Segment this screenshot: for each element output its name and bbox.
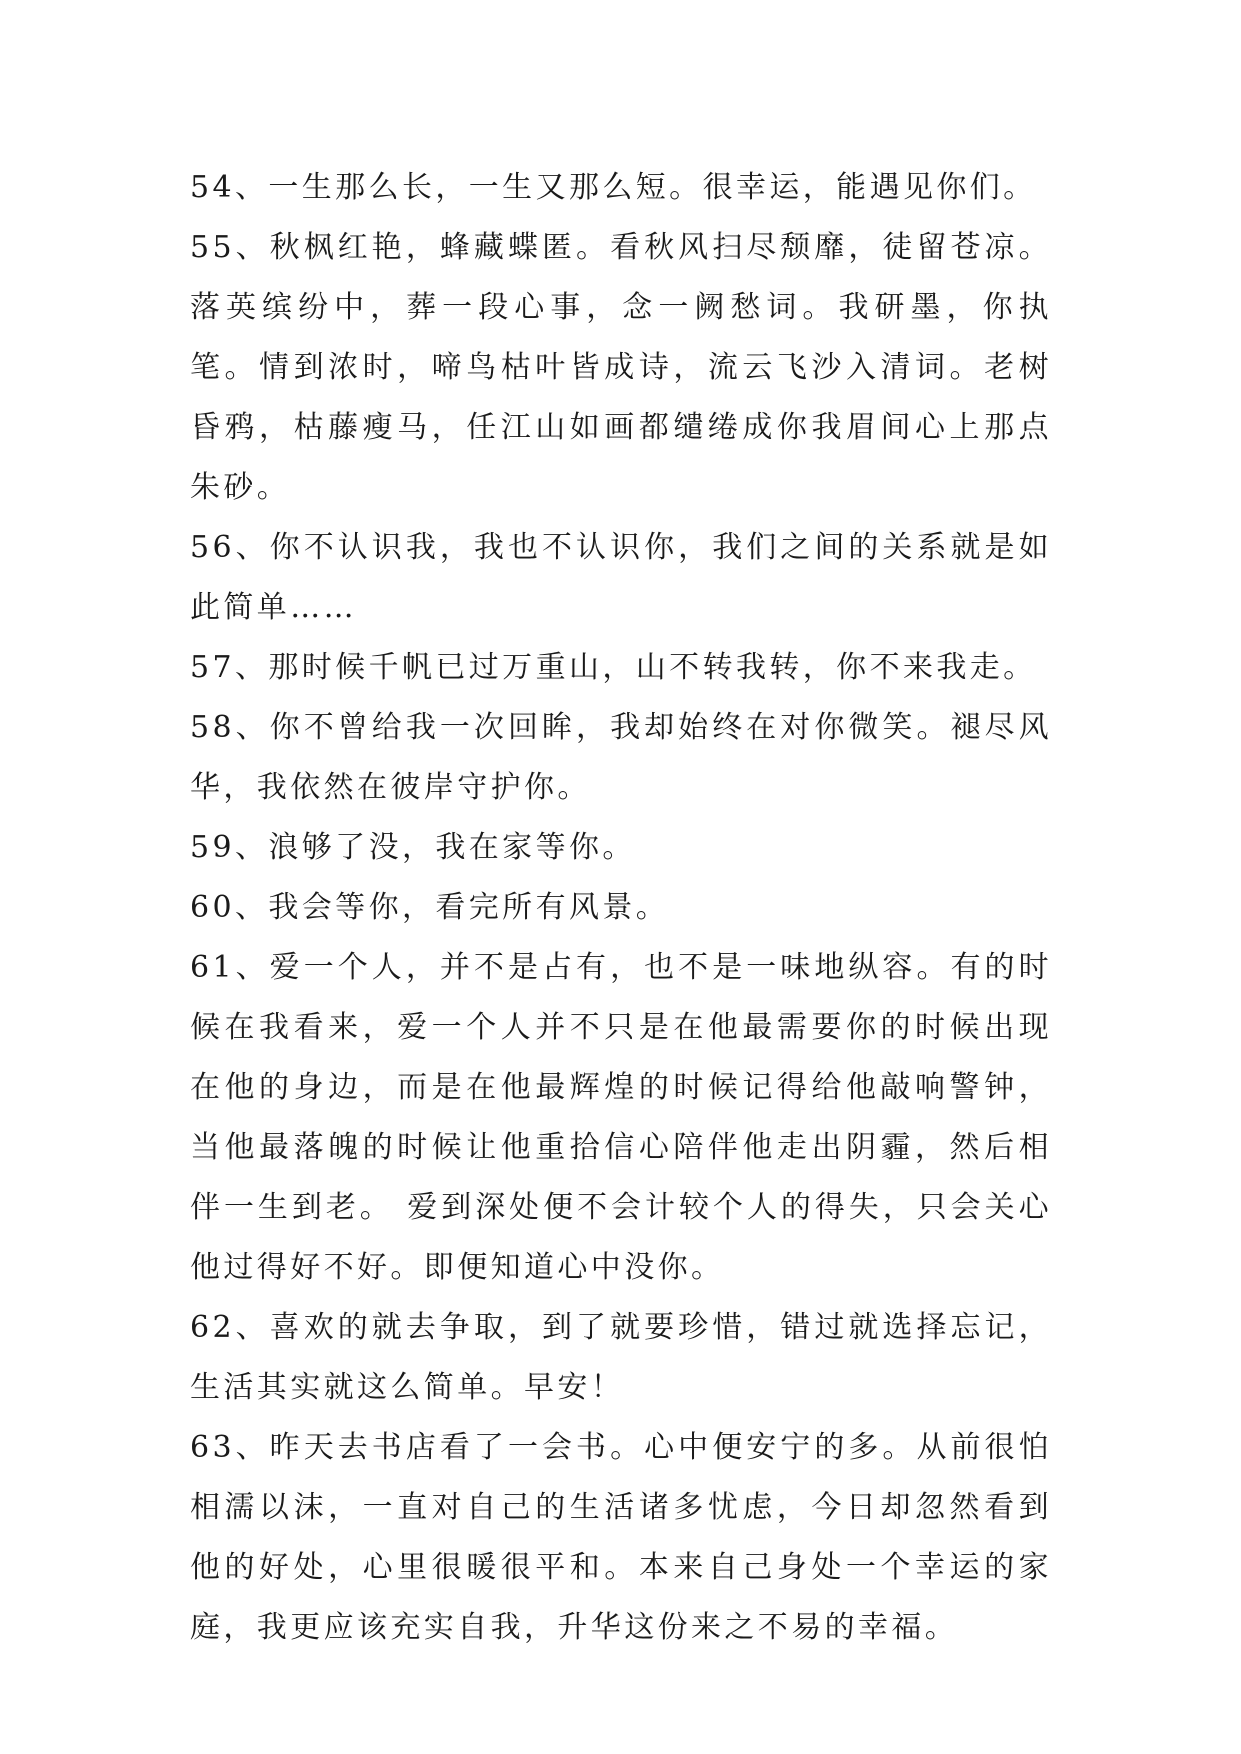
paragraph-61: 61、爱一个人，并不是占有，也不是一味地纵容。有的时候在我看来，爱一个人并不只是在他最需要你的时候出现在他的身边，而是在他最辉煌的时候记得给他敲响警钟，当他最落魄的时候让他重拾信心陪伴他走出阴霾，然后相伴一生到老。 爱到深处便不会计较个人的得失，只会关心他过得好不好。即便知道心中没你。 — [190, 950, 1052, 1285]
paragraph-58: 58、你不曾给我一次回眸，我却始终在对你微笑。褪尽风华，我依然在彼岸守护你。 — [190, 710, 1052, 805]
paragraph-63: 63、昨天去书店看了一会书。心中便安宁的多。从前很怕相濡以沫，一直对自己的生活诸多忧虑，今日却忽然看到他的好处，心里很暖很平和。本来自己身处一个幸运的家庭，我更应该充实自我，升华这份来之不易的幸福。 — [190, 1430, 1052, 1645]
paragraph-55: 55、秋枫红艳，蜂藏蝶匿。看秋风扫尽颓靡，徒留苍凉。落英缤纷中，葬一段心事，念一阙愁词。我研墨，你执笔。情到浓时，啼鸟枯叶皆成诗，流云飞沙入清词。老树昏鸦，枯藤瘦马，任江山如画都缱绻成你我眉间心上那点朱砂。 — [190, 230, 1052, 505]
paragraph-54: 54、一生那么长，一生又那么短。很幸运，能遇见你们。 — [190, 170, 1037, 205]
document-body — [190, 158, 1052, 1658]
paragraph-57: 57、那时候千帆已过万重山，山不转我转，你不来我走。 — [190, 650, 1037, 685]
paragraph-59: 59、浪够了没，我在家等你。 — [190, 830, 636, 865]
paragraph-56: 56、你不认识我，我也不认识你，我们之间的关系就是如此简单…… — [190, 530, 1052, 625]
paragraph-62: 62、喜欢的就去争取，到了就要珍惜，错过就选择忘记，生活其实就这么简单。早安！ — [190, 1310, 1052, 1405]
paragraph-60: 60、我会等你，看完所有风景。 — [190, 890, 670, 925]
